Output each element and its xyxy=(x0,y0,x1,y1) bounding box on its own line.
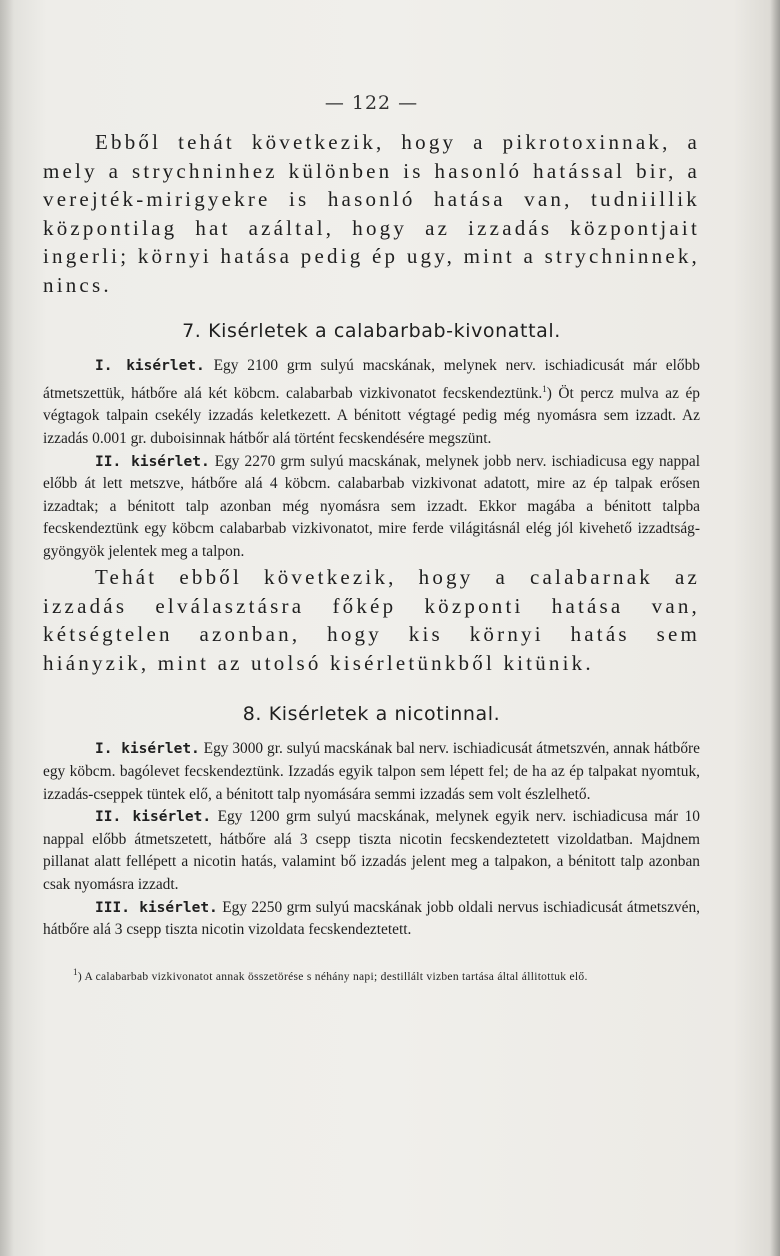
experiment-label: I. kisérlet. xyxy=(95,741,200,758)
section-8-experiment-3 xyxy=(43,897,700,942)
footnote-mark: 1 xyxy=(73,966,78,977)
experiment-text: Egy 2250 grm sulyú macskának jobb oldali nervus ischiadicusát átmetszvén, hátbőre alá 3 csepp tiszta nicotin vizoldata fecskendeztetett. xyxy=(43,898,700,939)
footnote-reference: 1 xyxy=(542,383,547,394)
section-7-experiment-2 xyxy=(43,451,700,564)
experiment-label: II. kisérlet. xyxy=(95,809,212,826)
experiment-label: III. kisérlet. xyxy=(95,899,218,916)
experiment-label: I. kisérlet. xyxy=(95,358,205,374)
page-number: — 122 — xyxy=(324,92,419,114)
section-7-title: 7. Kisérletek a calabarbab-kivonattal. xyxy=(182,320,561,342)
section-8-title: 8. Kisérletek a nicotinnal. xyxy=(242,703,501,726)
section-8-experiment-1 xyxy=(43,738,700,806)
experiment-text: Egy 2100 grm sulyú macskának, melynek nerv. ischiadicusát már előbb átmetszettük, hátbőre alá két köbcm. calabarbab vizkivonatot fecskendeztünk. xyxy=(43,357,700,402)
experiment-label: II. kisérlet. xyxy=(95,453,210,470)
experiment-text: Egy 3000 gr. sulyú macskának bal nerv. ischiadicusát átmetszvén, annak hátbőre egy köbcm. bagólevet fecskendeztünk. Izzadás egyik talpon sem lépett fel; de ha az ép talpakat nyomtuk, izzadás-cseppek tüntek elő, a bénitott talp nyomására semmi izzadás sem volt észlelhető. xyxy=(43,740,700,803)
section-8-experiment-2 xyxy=(43,806,700,896)
footnote-text: ) A calabarbab vizkivonatot annak összetörése s néhány napi; destillált vizben tartása által állitottuk elő. xyxy=(77,970,588,983)
experiment-text: Egy 1200 grm sulyú macskának, melynek egyik nerv. ischiadicusa már 10 nappal előbb átmetszetett, hátbőre alá 3 csepp tiszta nicotin fecskendeztetett vizoldatban. Majdnem pillanat alatt fellépett a nicotin hatás, valamint bő izzadás jelent meg a talpakon, a bénitott talp azonban csak nyomásra izzadt. xyxy=(43,808,700,894)
experiment-text: Egy 2270 grm sulyú macskának, melynek jobb nerv. ischiadicusa egy nappal előbb át lett metszve, hátbőre alá 4 köbcm. calabarbab vizkivonat adatott, mire az ép talpak erősen izzadtak; a bénitott talp azonban még nyomásra sem izzadt. Ekkor magába a bénitott talpba fecskendeztünk egy köbcm calabarbab vizkivonatot, mire ferde világitásnál elég jól kivehető izzadtság-gyöngyök jelentek meg a talpon. xyxy=(43,452,700,560)
experiment-text-continued: ) Öt percz mulva az ép végtagok talpain csekély izzadás keletkezett. A bénitott végtagé pedig még nyomásra sem izzadt. Az izzadás 0.001 gr. duboisinnak hátbőr alá történt fecskendésére megszünt. xyxy=(43,384,700,447)
section-7-conclusion: Tehát ebből következik, hogy a calabarnak az izzadás elválasztásra főkép központi hatása van, kétségtelen azonban, hogy kis környi hatás sem hiányzik, mint az utolsó kisérletünkből kitünik. xyxy=(43,565,700,675)
footnote xyxy=(43,964,700,986)
intro-paragraph: Ebből tehát következik, hogy a pikrotoxinnak, a mely a strychninhez különben is hasonló hatással bir, a verejték-mirigyekre is hasonló hatása van, tudniillik központilag hat azáltal, hogy az izzadás központjait ingerli; környi hatása pedig ép ugy, mint a strychninnek, nincs. xyxy=(43,130,700,297)
section-7-experiment-1 xyxy=(43,355,700,451)
